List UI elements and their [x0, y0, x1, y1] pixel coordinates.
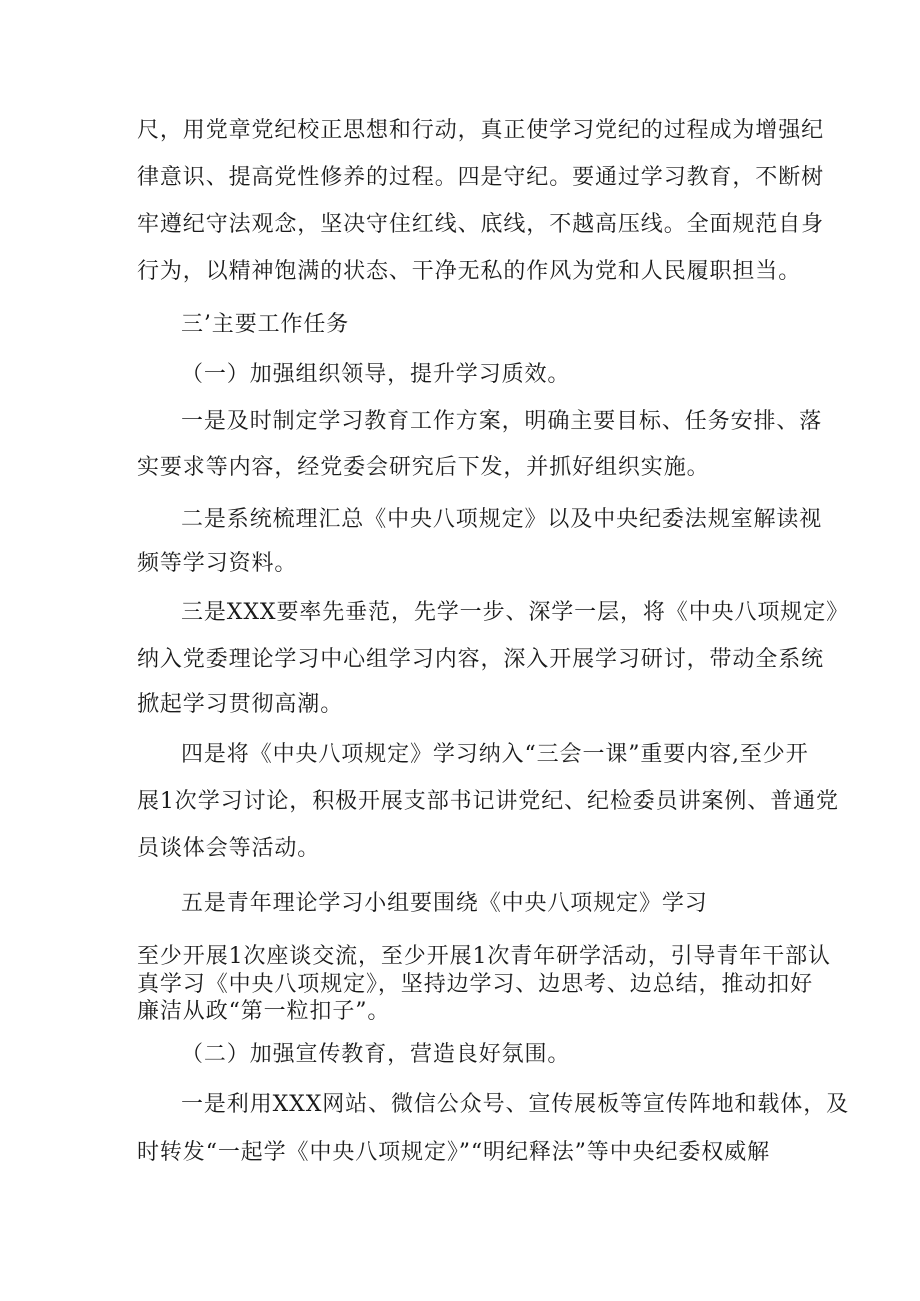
body-text-line: 行为，以精神饱满的状态、干净无私的作风为党和人民履职担当。 [137, 259, 802, 284]
body-text-line: 一是及时制定学习教育工作方案，明确主要目标、任务安排、落 [181, 409, 823, 434]
body-text-line: 纳入党委理论学习中心组学习内容，深入开展学习研讨，带动全系统 [137, 647, 825, 672]
body-text-line: 尺，用党章党纪校正思想和行动，真正使学习党纪的过程成为增强纪 [137, 118, 825, 143]
body-text-line: 三是XXX要率先垂范，先学一步、深学一层，将《中央八项规定》 [181, 600, 849, 625]
body-text-line: 四是将《中央八项规定》学习纳入“三会一课”重要内容,至少开 [181, 742, 809, 767]
body-text-line: 一是利用XXX网站、微信公众号、宣传展板等宣传阵地和载体，及 [181, 1092, 849, 1117]
body-text-line: 实要求等内容，经党委会研究后下发，并抓好组织实施。 [137, 455, 710, 480]
body-text-line: 牢遵纪守法观念，坚决守住红线、底线，不越高压线。全面规范自身 [137, 212, 825, 237]
body-text-line: 至少开展1次座谈交流，至少开展1次青年研学活动，引导青年干部认 [137, 944, 831, 969]
subsection-heading: （一）加强组织领导，提升学习质效。 [181, 362, 571, 387]
body-text-line: 掀起学习贯彻高潮。 [137, 692, 344, 717]
section-heading: 三’主要工作任务 [181, 312, 350, 337]
body-text-line: 二是系统梳理汇总《中央八项规定》以及中央纪委法规室解读视 [181, 507, 823, 532]
body-text-line: 时转发“一起学《中央八项规定》”“明纪释法”等中央纪委权威解 [137, 1140, 770, 1165]
body-text-line: 员谈体会等活动。 [137, 836, 321, 861]
body-text-line: 五是青年理论学习小组要围绕《中央八项规定》学习 [181, 891, 708, 916]
body-text-line: 真学习《中央八项规定》，坚持边学习、边思考、边总结，推动扣好 [137, 972, 814, 997]
body-text-line: 律意识、提高党性修养的过程。四是守纪。要通过学习教育，不断树 [137, 165, 825, 190]
subsection-heading: （二）加强宣传教育，营造良好氛围。 [181, 1042, 571, 1067]
body-text-line: 展1次学习讨论，积极开展支部书记讲党纪、纪检委员讲案例、普通党 [137, 789, 839, 814]
body-text-line: 频等学习资料。 [137, 551, 298, 576]
body-text-line: 廉洁从政“第一粒扣子”。 [137, 999, 391, 1024]
